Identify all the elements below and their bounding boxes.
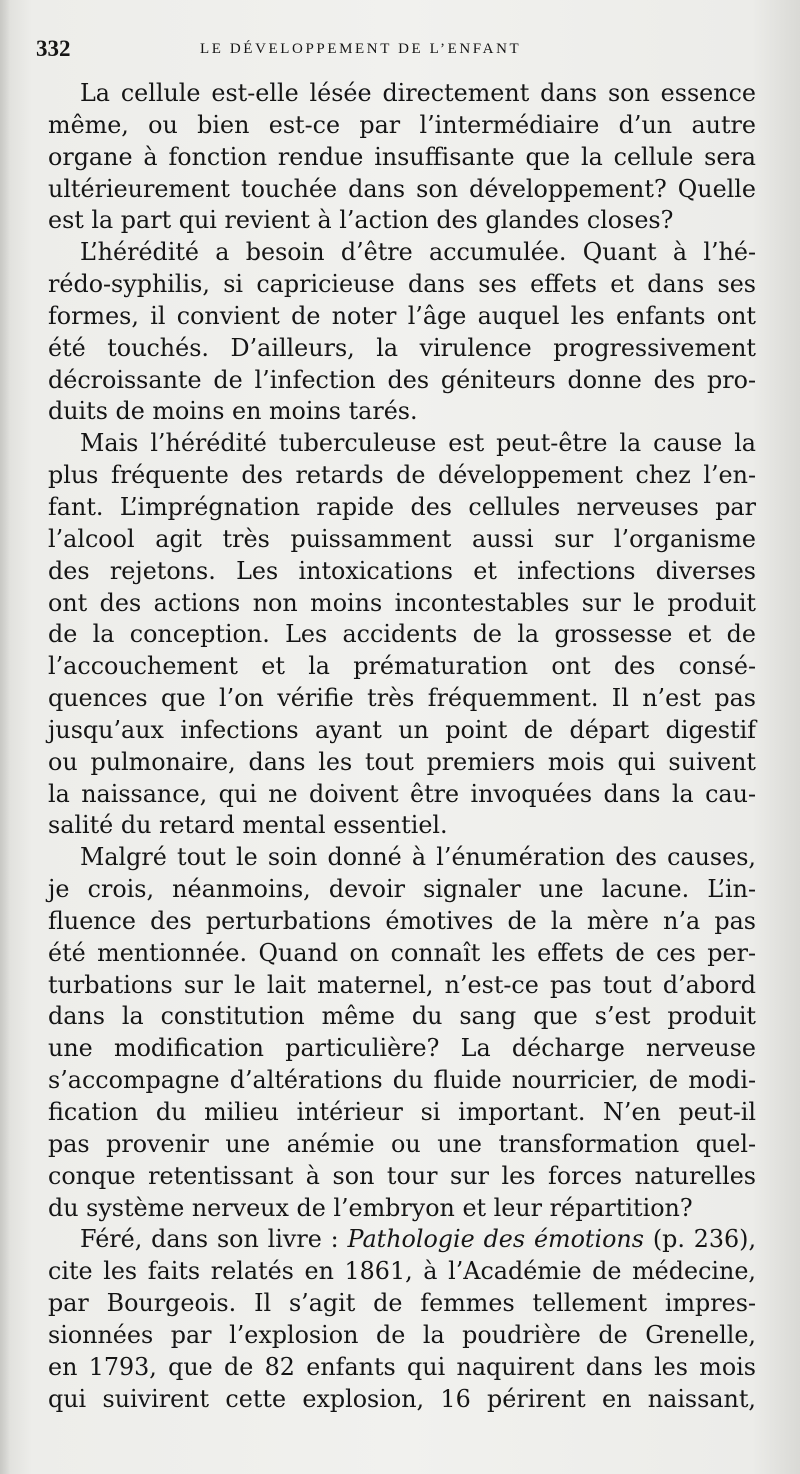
text-line: rédo-syphilis, si capricieuse dans ses effets et dans ses — [48, 270, 756, 299]
text-line: fication du milieu intérieur si important. N’en peut-il — [48, 1098, 756, 1126]
text-line: fluence des perturbations émotives de la mère n’a pas — [48, 906, 756, 935]
text-line: en 1793, que de 82 enfants qui naquirent dans les mois — [48, 1352, 756, 1381]
text-line: salité du retard mental essentiel. — [48, 811, 448, 840]
text-line: ou pulmonaire, dans les tout premiers mois qui suivent — [48, 747, 756, 776]
book-title: Pathologie des émotions — [347, 1225, 644, 1254]
text-line: cite les faits relatés en 1861, à l’Académie de médecine, — [48, 1257, 756, 1286]
text-line: pas provenir une anémie ou une transformation quel- — [48, 1129, 756, 1158]
text-line: formes, il convient de noter l’âge auquel les enfants ont — [48, 301, 756, 330]
text-line: Malgré tout le soin donné à l’énumération des causes, — [80, 843, 756, 872]
citation-prefix: Féré, dans son livre : — [80, 1225, 348, 1254]
text-line: La cellule est-elle lésée directement dans son essence — [80, 79, 756, 107]
running-header — [36, 36, 756, 66]
text-line: qui suivirent cette explosion, 16 périrent en naissant, — [48, 1384, 756, 1413]
text-line: Mais l’hérédité tuberculeuse est peut-être la cause la — [80, 429, 756, 458]
text-line: de la conception. Les accidents de la grossesse et de — [48, 620, 756, 649]
text-line: conque retentissant à son tour sur les forces naturelles — [48, 1161, 756, 1190]
text-line: décroissante de l’infection des géniteurs donne des pro- — [48, 365, 756, 394]
text-line: duits de moins en moins tarés. — [48, 397, 418, 426]
text-line: été touchés. D’ailleurs, la virulence progressivement — [48, 333, 756, 362]
text-line: turbations sur le lait maternel, n’est-ce pas tout d’abord — [48, 970, 756, 999]
text-line: dans la constitution même du sang que s’est produit — [48, 1002, 756, 1031]
text-line: est la part qui revient à l’action des glandes closes? — [48, 206, 674, 235]
text-line: fant. L’imprégnation rapide des cellules nerveuses par — [48, 492, 756, 521]
text-line: même, ou bien est-ce par l’intermédiaire d’un autre — [48, 110, 756, 139]
page-number: 332 — [36, 36, 71, 61]
text-line: la naissance, qui ne doivent être invoquées dans la cau- — [48, 779, 756, 808]
text-line: je crois, néanmoins, devoir signaler une lacune. L’in- — [48, 875, 756, 904]
text-line: plus fréquente des retards de développement chez l’en- — [48, 461, 756, 490]
text-line: ont des actions non moins incontestables sur le produit — [48, 588, 756, 617]
text-line: des rejetons. Les intoxications et infections diverses — [48, 556, 756, 585]
text-line: une modification particulière? La décharge nerveuse — [48, 1034, 756, 1063]
text-line: jusqu’aux infections ayant un point de départ digestif — [48, 715, 756, 744]
text-line: s’accompagne d’altérations du fluide nourricier, de modi- — [48, 1066, 756, 1095]
text-line-with-citation — [48, 1224, 756, 1256]
text-line: sionnées par l’explosion de la poudrière de Grenelle, — [48, 1320, 756, 1349]
text-line: l’accouchement et la prématuration ont des consé- — [48, 652, 756, 681]
text-line: L’hérédité a besoin d’être accumulée. Quant à l’hé- — [80, 238, 756, 267]
text-line: ultérieurement touchée dans son développement? Quelle — [48, 174, 756, 203]
text-line: du système nerveux de l’embryon et leur répartition? — [48, 1193, 693, 1222]
text-line: été mentionnée. Quand on connaît les effets de ces per- — [48, 938, 756, 967]
citation-suffix: (p. 236), — [643, 1225, 757, 1254]
text-line: l’alcool agit très puissamment aussi sur l’organisme — [48, 524, 756, 553]
text-line: quences que l’on vérifie très fréquemment. Il n’est pas — [48, 684, 756, 713]
text-line: organe à fonction rendue insuffisante que la cellule sera — [48, 142, 756, 171]
text-line: par Bourgeois. Il s’agit de femmes tellement impres- — [48, 1289, 756, 1318]
body-text — [48, 78, 756, 1415]
running-title: LE DÉVELOPPEMENT DE L’ENFANT — [200, 41, 522, 57]
